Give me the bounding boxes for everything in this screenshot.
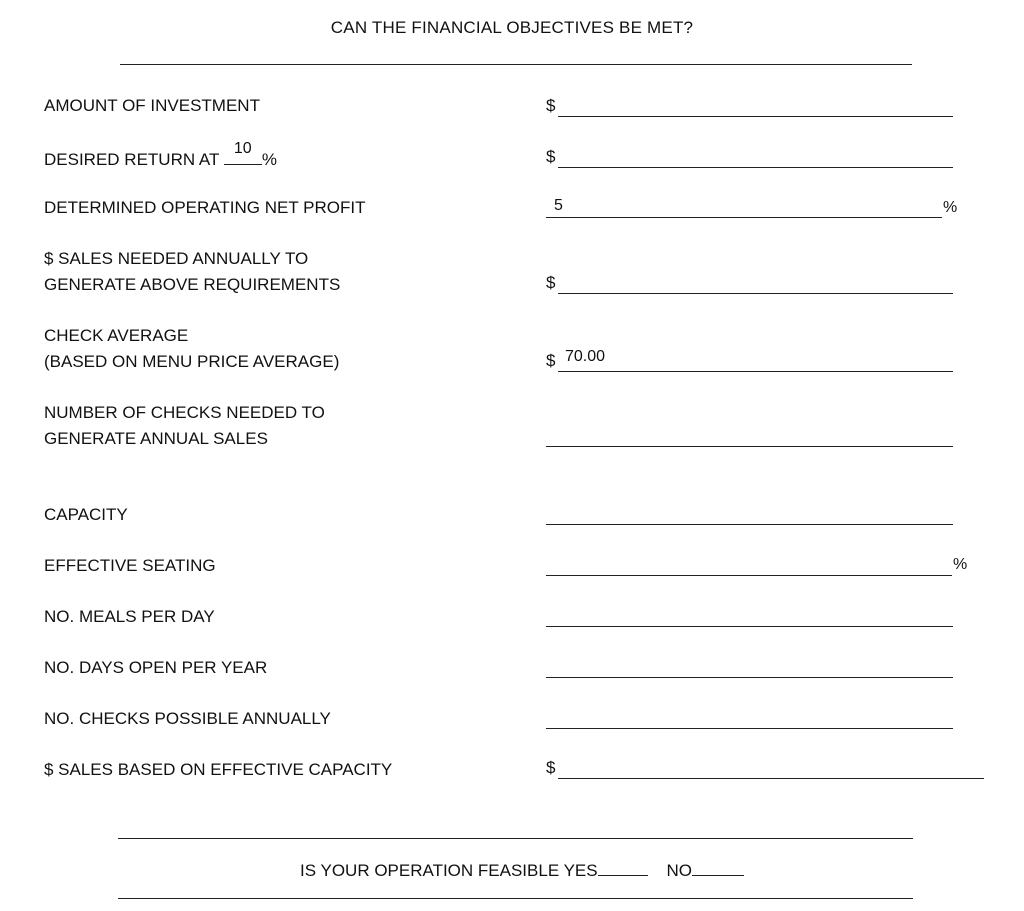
desired-return-underline (558, 167, 953, 168)
checks-needed-underline (546, 446, 953, 447)
capacity-label: CAPACITY (44, 505, 128, 524)
sales-needed-underline (558, 293, 953, 294)
check-average-label-line1: CHECK AVERAGE (44, 326, 189, 345)
net-profit-value: 5 (554, 197, 563, 214)
days-open-label: NO. DAYS OPEN PER YEAR (44, 658, 268, 677)
days-open-underline (546, 677, 953, 678)
capacity-field[interactable] (546, 503, 954, 525)
net-profit-label: DETERMINED OPERATING NET PROFIT (44, 198, 366, 217)
effective-seating-underline (546, 575, 952, 576)
feasibility-bottom-divider (118, 898, 913, 899)
check-average-label-line2: (BASED ON MENU PRICE AVERAGE) (44, 352, 340, 371)
desired-return-rate-value: 10 (233, 140, 252, 157)
sales-needed-label-line2: GENERATE ABOVE REQUIREMENTS (44, 275, 341, 294)
checks-needed-label-line1: NUMBER OF CHECKS NEEDED TO (44, 403, 325, 422)
sales-needed-label (44, 246, 340, 298)
days-open-field[interactable] (546, 656, 954, 678)
effective-seating-field[interactable] (546, 554, 971, 576)
feasibility-question-text: IS YOUR OPERATION FEASIBLE (300, 861, 560, 880)
check-average-underline (558, 371, 953, 372)
meals-per-day-field[interactable] (546, 605, 954, 627)
checks-possible-underline (546, 728, 953, 729)
checks-needed-field[interactable] (546, 425, 954, 447)
net-profit-underline (546, 217, 942, 218)
checks-needed-label-line2: GENERATE ANNUAL SALES (44, 429, 268, 448)
sales-needed-label-line1: $ SALES NEEDED ANNUALLY TO (44, 249, 309, 268)
meals-per-day-underline (546, 626, 953, 627)
amount-of-investment-label: AMOUNT OF INVESTMENT (44, 96, 260, 115)
desired-return-field[interactable] (546, 146, 954, 168)
sales-effective-capacity-label: $ SALES BASED ON EFFECTIVE CAPACITY (44, 760, 393, 779)
desired-return-label (44, 140, 277, 173)
currency-symbol: $ (546, 147, 556, 166)
percent-symbol: % (953, 556, 968, 573)
desired-return-prefix: DESIRED RETURN AT (44, 150, 220, 169)
sales-needed-field[interactable] (546, 272, 954, 294)
amount-of-investment-underline (558, 116, 953, 117)
check-average-field[interactable] (546, 350, 954, 372)
currency-symbol: $ (546, 758, 556, 777)
desired-return-suffix: % (261, 150, 277, 169)
percent-symbol: % (943, 199, 958, 216)
sales-effective-capacity-underline (558, 778, 984, 779)
checks-possible-label: NO. CHECKS POSSIBLE ANNUALLY (44, 709, 331, 728)
net-profit-field[interactable] (546, 196, 966, 218)
no-label: NO (666, 861, 693, 880)
currency-symbol: $ (546, 351, 556, 370)
form-title: CAN THE FINANCIAL OBJECTIVES BE MET? (330, 18, 694, 37)
currency-symbol: $ (546, 273, 556, 292)
amount-of-investment-field[interactable] (546, 95, 954, 117)
feasibility-top-divider (118, 838, 913, 839)
currency-symbol: $ (546, 96, 556, 115)
yes-label: YES (563, 861, 598, 880)
feasibility-question (300, 859, 744, 883)
no-blank[interactable] (692, 859, 744, 876)
checks-needed-label (44, 400, 325, 452)
effective-seating-label: EFFECTIVE SEATING (44, 556, 216, 575)
capacity-underline (546, 524, 953, 525)
yes-blank[interactable] (598, 859, 648, 876)
check-average-value: 70.00 (565, 348, 606, 365)
desired-return-rate-field[interactable] (224, 140, 262, 165)
checks-possible-field[interactable] (546, 707, 954, 729)
check-average-label (44, 323, 339, 375)
title-divider (120, 64, 912, 65)
meals-per-day-label: NO. MEALS PER DAY (44, 607, 215, 626)
sales-effective-capacity-field[interactable] (546, 757, 986, 779)
